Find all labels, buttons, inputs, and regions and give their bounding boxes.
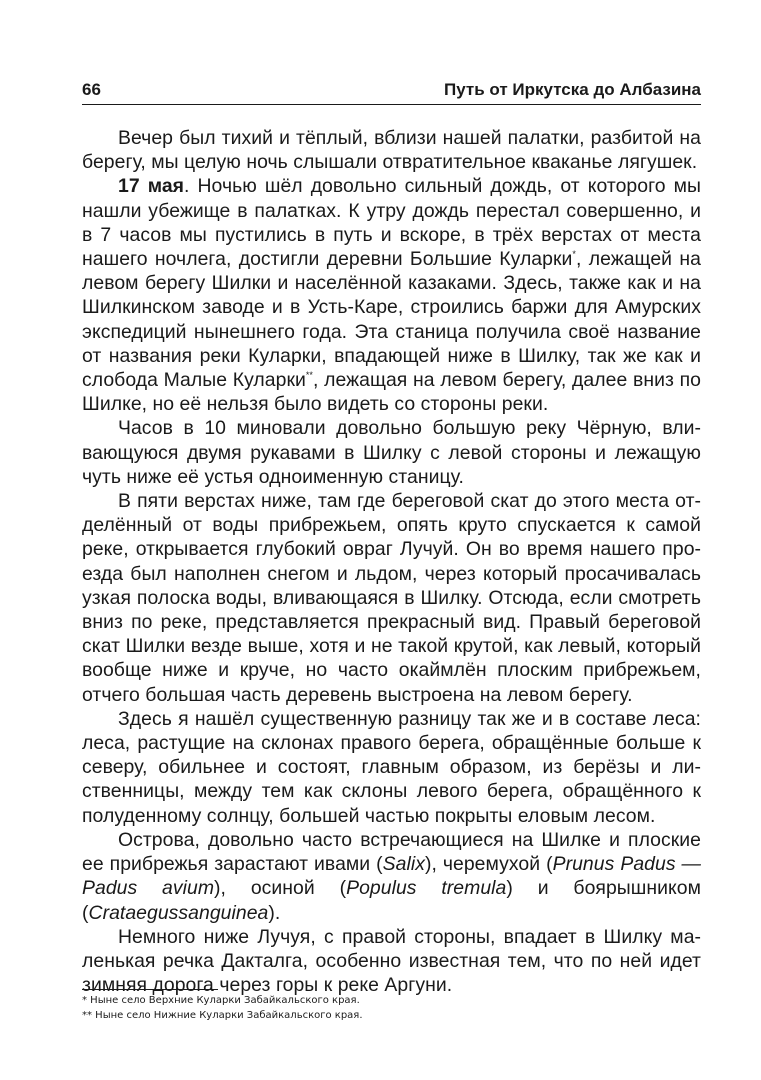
header-rule — [82, 104, 701, 105]
footnote-2: ** Ныне село Нижние Куларки Забайкальского края. — [82, 1010, 363, 1021]
paragraph-3: Часов в 10 миновали довольно большую реку Чёрную, вливающуюся двумя рукавами в Шилку с левой стороны и лежащую чуть ниже её устья одноименную станицу. — [82, 417, 701, 488]
date-heading: 17 мая — [118, 175, 185, 198]
paragraph-7: Немного ниже Лучуя, с правой стороны, впадает в Шилку маленькая речка Дакталга, особенно известная тем, что по ней идет зимняя дорога через горы к реке Аргуни. — [82, 925, 701, 997]
footnote-1: * Ныне село Верхние Куларки Забайкальского края. — [82, 995, 360, 1006]
body-text — [82, 126, 701, 997]
latin-name-prunus: Prunus Padus — Padus avium — [82, 853, 701, 900]
paragraph-4: В пяти верстах ниже, там где береговой скат до этого места отделённый от воды прибрежьем, опять круто спускается к самой реке, открывается глубокий овраг Лучуй. Он во время нашего проезда был наполнен снегом и льдом, через который просачивалась узкая полоска воды, вливающаяся в Шилку. Отсюда, если смотреть вниз по реке, представляется прекрасный вид. Правый береговой скат Шилки везде выше, хотя и не такой крутой, как левый, который вообще ниже и круче, но часто окаймлён плоским прибрежьем, отчего большая часть деревень выстроена на левом берегу. — [82, 490, 701, 706]
paragraph-6 — [82, 828, 701, 925]
page-number: 66 — [82, 80, 101, 99]
latin-name-salix: Salix — [382, 853, 425, 876]
paragraph-6-text-1: Острова, довольно часто встречающиеся на Шилке и плоские ее прибрежья зарастают ивами ( — [82, 828, 701, 876]
paragraph-2-text-3: , лежащая на левом берегу, далее вниз по Шилке, но её нельзя было видеть со стороны реки. — [82, 369, 701, 416]
paragraph-2-text-2: , лежащей на левом берегу Шилки и населённой казаками. Здесь, также как и на Шилкинском заводе и в Усть-Каре, строились баржи для Амурских экспедиций нынешнего года. Эта станица получила своё название от названия реки Куларки, впадающей ниже в Шилку, так же как и слобода Малые Куларки — [82, 248, 701, 392]
footnote-rule — [82, 989, 218, 990]
latin-name-crataegus: Crataegussanguinea — [88, 901, 269, 924]
paragraph-6-text-4: ) и боярышником ( — [82, 877, 701, 924]
paragraph-6-text-3: ), осиной ( — [214, 877, 347, 900]
latin-name-populus: Populus tremula — [346, 877, 507, 900]
running-header — [82, 80, 701, 104]
footnotes — [82, 993, 682, 1023]
running-title: Путь от Иркутска до Албазина — [444, 80, 701, 99]
paragraph-6-text-5: ). — [268, 901, 281, 924]
paragraph-2-text-1: . Ночью шёл довольно сильный дождь, от которого мы нашли убежище в палатках. К утру дождь перестал совершенно, и в 7 часов мы пустились в путь и вскоре, в трёх верстах от места нашего ночлега, достигли деревни Большие Куларки — [82, 175, 701, 271]
paragraph-5: Здесь я нашёл существенную разницу так же и в составе леса: леса, растущие на склонах правого берега, обращённые больше к северу, обильнее и состоят, главным образом, из берёзы и лиственницы, между тем как склоны левого берега, обращённого к полуденному солнцу, большей частью покрыты еловым лесом. — [82, 707, 701, 827]
footnote-ref-2: ** — [305, 370, 313, 381]
paragraph-6-text-2: ), черемухой ( — [424, 853, 553, 876]
footnote-ref-1: * — [572, 249, 576, 260]
paragraph-1: Вечер был тихий и тёплый, вблизи нашей палатки, разбитой на берегу, мы целую ночь слышали отвратительное кваканье лягушек. — [82, 127, 701, 174]
paragraph-2 — [82, 174, 701, 416]
